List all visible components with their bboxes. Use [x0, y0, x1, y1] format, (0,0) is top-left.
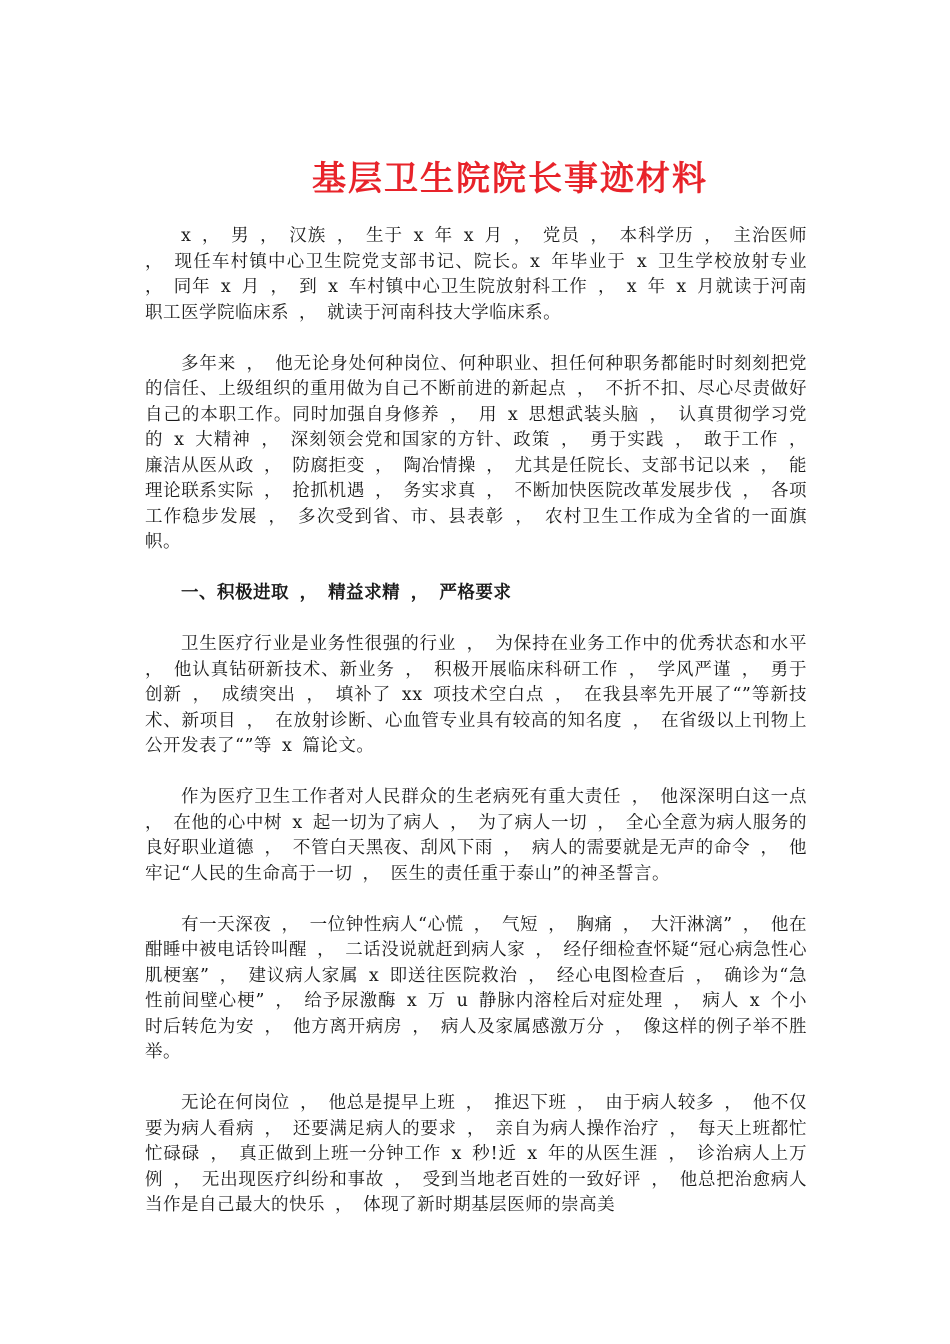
- section-heading-1: 一、积极进取 ， 精益求精 ， 严格要求: [181, 583, 512, 603]
- paragraph-dedication: 无论在何岗位 ， 他总是提早上班 ， 推迟下班 ， 由于病人较多 ， 他不仅要为病人看病 ， 还要满足病人的要求 ， 亲自为病人操作治疗 ， 每天上班都忙忙碌碌 ， 真正做到上班一分钟工作 x 秒!近 x 年的从医生涯 ， 诊治病人上万例 ， 无出现医疗纠纷和事故 ， 受到当地老百姓的一致好评 ， 他总把治愈病人当作是自己最大的快乐 ， 体现了新时期基层医师的崇高美: [145, 1093, 807, 1215]
- paragraph-intro: x ， 男 ， 汉族 ， 生于 x 年 x 月 ， 党员 ， 本科学历 ， 主治医师 ， 现任车村镇中心卫生院党支部书记、院长。x 年毕业于 x 卫生学校放射专业 ， 同年 x 月 ， 到 x 车村镇中心卫生院放射科工作 ， x 年 x 月就读于河南职工医学院临床系 ， 就读于河南科技大学临床系。: [145, 226, 807, 323]
- document-title: 基层卫生院院长事迹材料: [312, 159, 708, 199]
- document-body: [145, 224, 807, 1244]
- paragraph-responsibility: 作为医疗卫生工作者对人民群众的生老病死有重大责任 ， 他深深明白这一点 ， 在他的心中树 x 起一切为了病人 ， 为了病人一切 ， 全心全意为病人服务的良好职业道德 ， 不管白天黑夜、刮风下雨 ， 病人的需要就是无声的命令 ， 他牢记“人民的生命高于一切 ， 医生的责任重于泰山”的神圣誓言。: [145, 787, 807, 884]
- paragraph-overview: 多年来 ， 他无论身处何种岗位、何种职业、担任何种职务都能时时刻刻把党的信任、上级组织的重用做为自己不断前进的新起点 ， 不折不扣、尽心尽责做好自己的本职工作。同时加强自身修养 ， 用 x 思想武装头脑 ， 认真贯彻学习党的 x 大精神 ， 深刻领会党和国家的方针、政策 ， 勇于实践 ， 敢于工作 ， 廉洁从医从政 ， 防腐拒变 ， 陶冶情操 ， 尤其是任院长、支部书记以来 ， 能理论联系实际 ， 抢抓机遇 ， 务实求真 ， 不断加快医院改革发展步伐 ， 各项工作稳步发展 ， 多次受到省、市、县表彰 ， 农村卫生工作成为全省的一面旗帜。: [145, 353, 807, 552]
- paragraph-technique: 卫生医疗行业是业务性很强的行业 ， 为保持在业务工作中的优秀状态和水平 ， 他认真钻研新技术、新业务 ， 积极开展临床科研工作 ， 学风严谨 ， 勇于创新 ， 成绩突出 ， 填补了 xx 项技术空白点 ， 在我县率先开展了“”等新技术、新项目 ， 在放射诊断、心血管专业具有较高的知名度 ， 在省级以上刊物上公开发表了“”等 x 篇论文。: [145, 634, 807, 756]
- paragraph-night-case: 有一天深夜 ， 一位钟性病人“心慌 ， 气短 ， 胸痛 ， 大汗淋漓” ， 他在酣睡中被电话铃叫醒 ， 二话没说就赶到病人家 ， 经仔细检查怀疑“冠心病急性心肌梗塞” ， 建议病人家属 x 即送往医院救治 ， 经心电图检查后 ， 确诊为“急性前间壁心梗” ， 给予尿激酶 x 万 u 静脉内溶栓后对症处理 ， 病人 x 个小时后转危为安 ， 他方离开病房 ， 病人及家属感激万分 ， 像这样的例子举不胜举。: [145, 914, 807, 1062]
